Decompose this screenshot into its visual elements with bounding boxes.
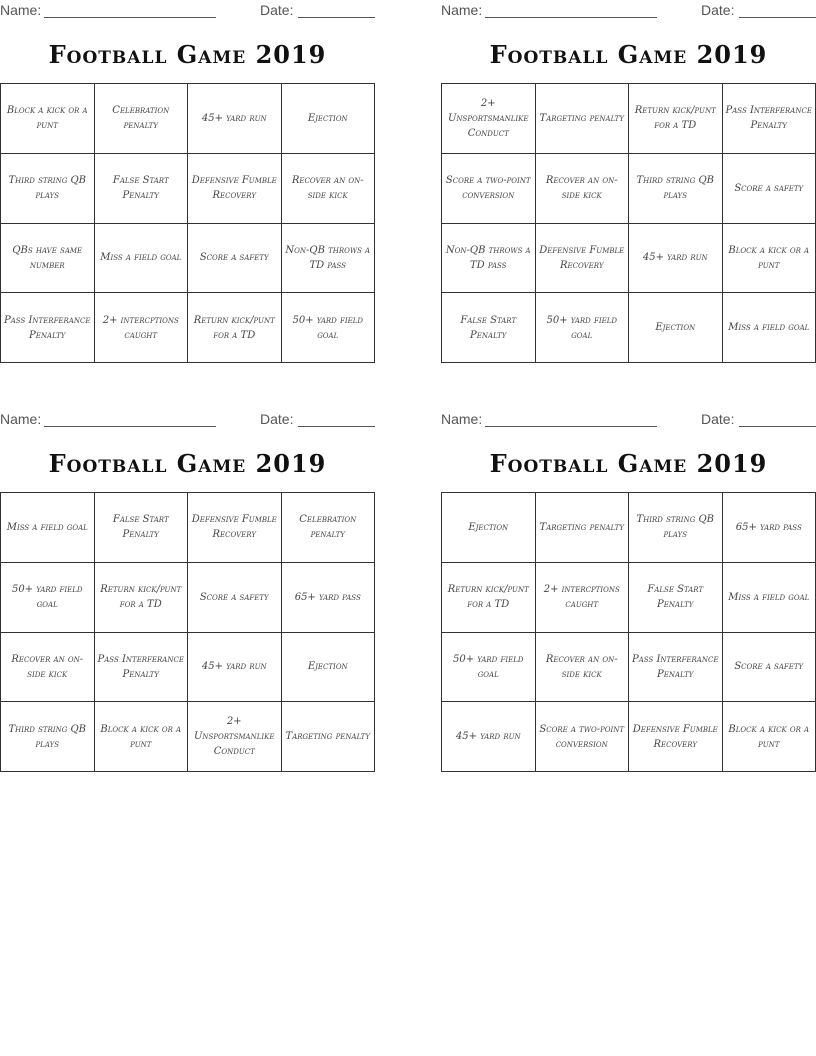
bingo-cell: Recover an on-side kick — [536, 154, 630, 224]
bingo-cell: Third string QB plays — [629, 154, 723, 224]
card-title: Football Game 2019 — [489, 449, 768, 478]
bingo-cell: Defensive Fumble Recovery — [629, 702, 723, 772]
bingo-cell: Targeting penalty — [282, 702, 376, 772]
bingo-cell: Return kick/punt for a TD — [629, 84, 723, 154]
name-blank-line — [485, 17, 657, 18]
bingo-cell: Block a kick or a punt — [95, 702, 189, 772]
bingo-cell: Score a safety — [188, 224, 282, 294]
bingo-cell: 50+ yard field goal — [442, 633, 536, 703]
date-label: Date: — [701, 2, 735, 18]
name-label: Name: — [0, 2, 42, 18]
name-label: Name: — [441, 2, 483, 18]
bingo-cell: 45+ yard run — [188, 84, 282, 154]
bingo-grid — [441, 83, 816, 363]
bingo-cell: Return kick/punt for a TD — [442, 563, 536, 633]
bingo-cell: Recover an on-side kick — [282, 154, 376, 224]
bingo-cell: Score a two-point conversion — [536, 702, 630, 772]
bingo-cell: 2+ intercptions caught — [536, 563, 630, 633]
bingo-cell: Non-QB throws a TD pass — [442, 224, 536, 294]
bingo-grid — [0, 83, 375, 363]
bingo-card-4 — [441, 409, 816, 750]
bingo-cell: Celebration penalty — [282, 493, 376, 563]
bingo-cell: Miss a field goal — [723, 563, 816, 633]
bingo-cell: Block a kick or a punt — [1, 84, 95, 154]
bingo-cell: Defensive Fumble Recovery — [188, 493, 282, 563]
bingo-cell: QBs have same number — [1, 224, 95, 294]
bingo-cell: Pass Interferance Penalty — [629, 633, 723, 703]
bingo-cell: 50+ yard field goal — [282, 293, 376, 363]
bingo-cell: Miss a field goal — [723, 293, 816, 363]
bingo-cell: 2+ Unsportsmanlike Conduct — [188, 702, 282, 772]
bingo-cell: False Start Penalty — [95, 493, 189, 563]
date-blank-line — [739, 17, 816, 18]
date-blank-line — [739, 426, 816, 427]
name-date-row — [0, 0, 375, 22]
name-blank-line — [44, 426, 216, 427]
bingo-cell: Miss a field goal — [1, 493, 95, 563]
bingo-cell: Ejection — [442, 493, 536, 563]
bingo-cell: Score a safety — [723, 154, 816, 224]
bingo-cell: Ejection — [629, 293, 723, 363]
date-label: Date: — [260, 411, 294, 427]
bingo-cell: 65+ yard pass — [282, 563, 376, 633]
bingo-cell: Score a safety — [188, 563, 282, 633]
bingo-card-3 — [0, 409, 375, 758]
bingo-cell: Score a two-point conversion — [442, 154, 536, 224]
bingo-cell: Targeting penalty — [536, 493, 630, 563]
bingo-cell: Block a kick or a punt — [723, 702, 816, 772]
bingo-cell: Celebration penalty — [95, 84, 189, 154]
bingo-cell: False Start Penalty — [629, 563, 723, 633]
bingo-cell: 45+ yard run — [188, 633, 282, 703]
bingo-cell: Recover an on-side kick — [1, 633, 95, 703]
bingo-cell: Return kick/punt for a TD — [188, 293, 282, 363]
bingo-cell: Non-QB throws a TD pass — [282, 224, 376, 294]
bingo-cell: 50+ yard field goal — [536, 293, 630, 363]
bingo-card-1 — [0, 0, 375, 341]
name-label: Name: — [0, 411, 42, 427]
name-date-row — [441, 409, 816, 431]
bingo-cell: False Start Penalty — [442, 293, 536, 363]
bingo-card-2 — [441, 0, 816, 341]
bingo-cell: 50+ yard field goal — [1, 563, 95, 633]
bingo-cell: Score a safety — [723, 633, 816, 703]
bingo-cell: False Start Penalty — [95, 154, 189, 224]
bingo-grid — [441, 492, 816, 772]
bingo-cell: Third string QB plays — [1, 154, 95, 224]
bingo-cell: Defensive Fumble Recovery — [536, 224, 630, 294]
bingo-cell: Pass Interferance Penalty — [95, 633, 189, 703]
card-title: Football Game 2019 — [48, 40, 327, 69]
name-date-row — [441, 0, 816, 22]
bingo-cell: Pass Interferance Penalty — [1, 293, 95, 363]
date-blank-line — [298, 426, 375, 427]
bingo-cell: 65+ yard pass — [723, 493, 816, 563]
date-label: Date: — [260, 2, 294, 18]
bingo-cell: Ejection — [282, 84, 376, 154]
name-blank-line — [485, 426, 657, 427]
card-title: Football Game 2019 — [489, 40, 768, 69]
bingo-cell: Third string QB plays — [1, 702, 95, 772]
bingo-cell: Return kick/punt for a TD — [95, 563, 189, 633]
bingo-cell: Pass Interferance Penalty — [723, 84, 816, 154]
bingo-cell: 45+ yard run — [629, 224, 723, 294]
date-label: Date: — [701, 411, 735, 427]
bingo-cell: Targeting penalty — [536, 84, 630, 154]
bingo-cell: Third string QB plays — [629, 493, 723, 563]
name-label: Name: — [441, 411, 483, 427]
name-blank-line — [44, 17, 216, 18]
bingo-cell: Miss a field goal — [95, 224, 189, 294]
bingo-cell: Defensive Fumble Recovery — [188, 154, 282, 224]
date-blank-line — [298, 17, 375, 18]
bingo-cell: Recover an on-side kick — [536, 633, 630, 703]
bingo-cell: 45+ yard run — [442, 702, 536, 772]
bingo-cell: Block a kick or a punt — [723, 224, 816, 294]
bingo-cell: 2+ intercptions caught — [95, 293, 189, 363]
bingo-cell: 2+ Unsportsmanlike Conduct — [442, 84, 536, 154]
name-date-row — [0, 409, 375, 431]
bingo-cell: Ejection — [282, 633, 376, 703]
card-title: Football Game 2019 — [48, 449, 327, 478]
bingo-grid — [0, 492, 375, 772]
